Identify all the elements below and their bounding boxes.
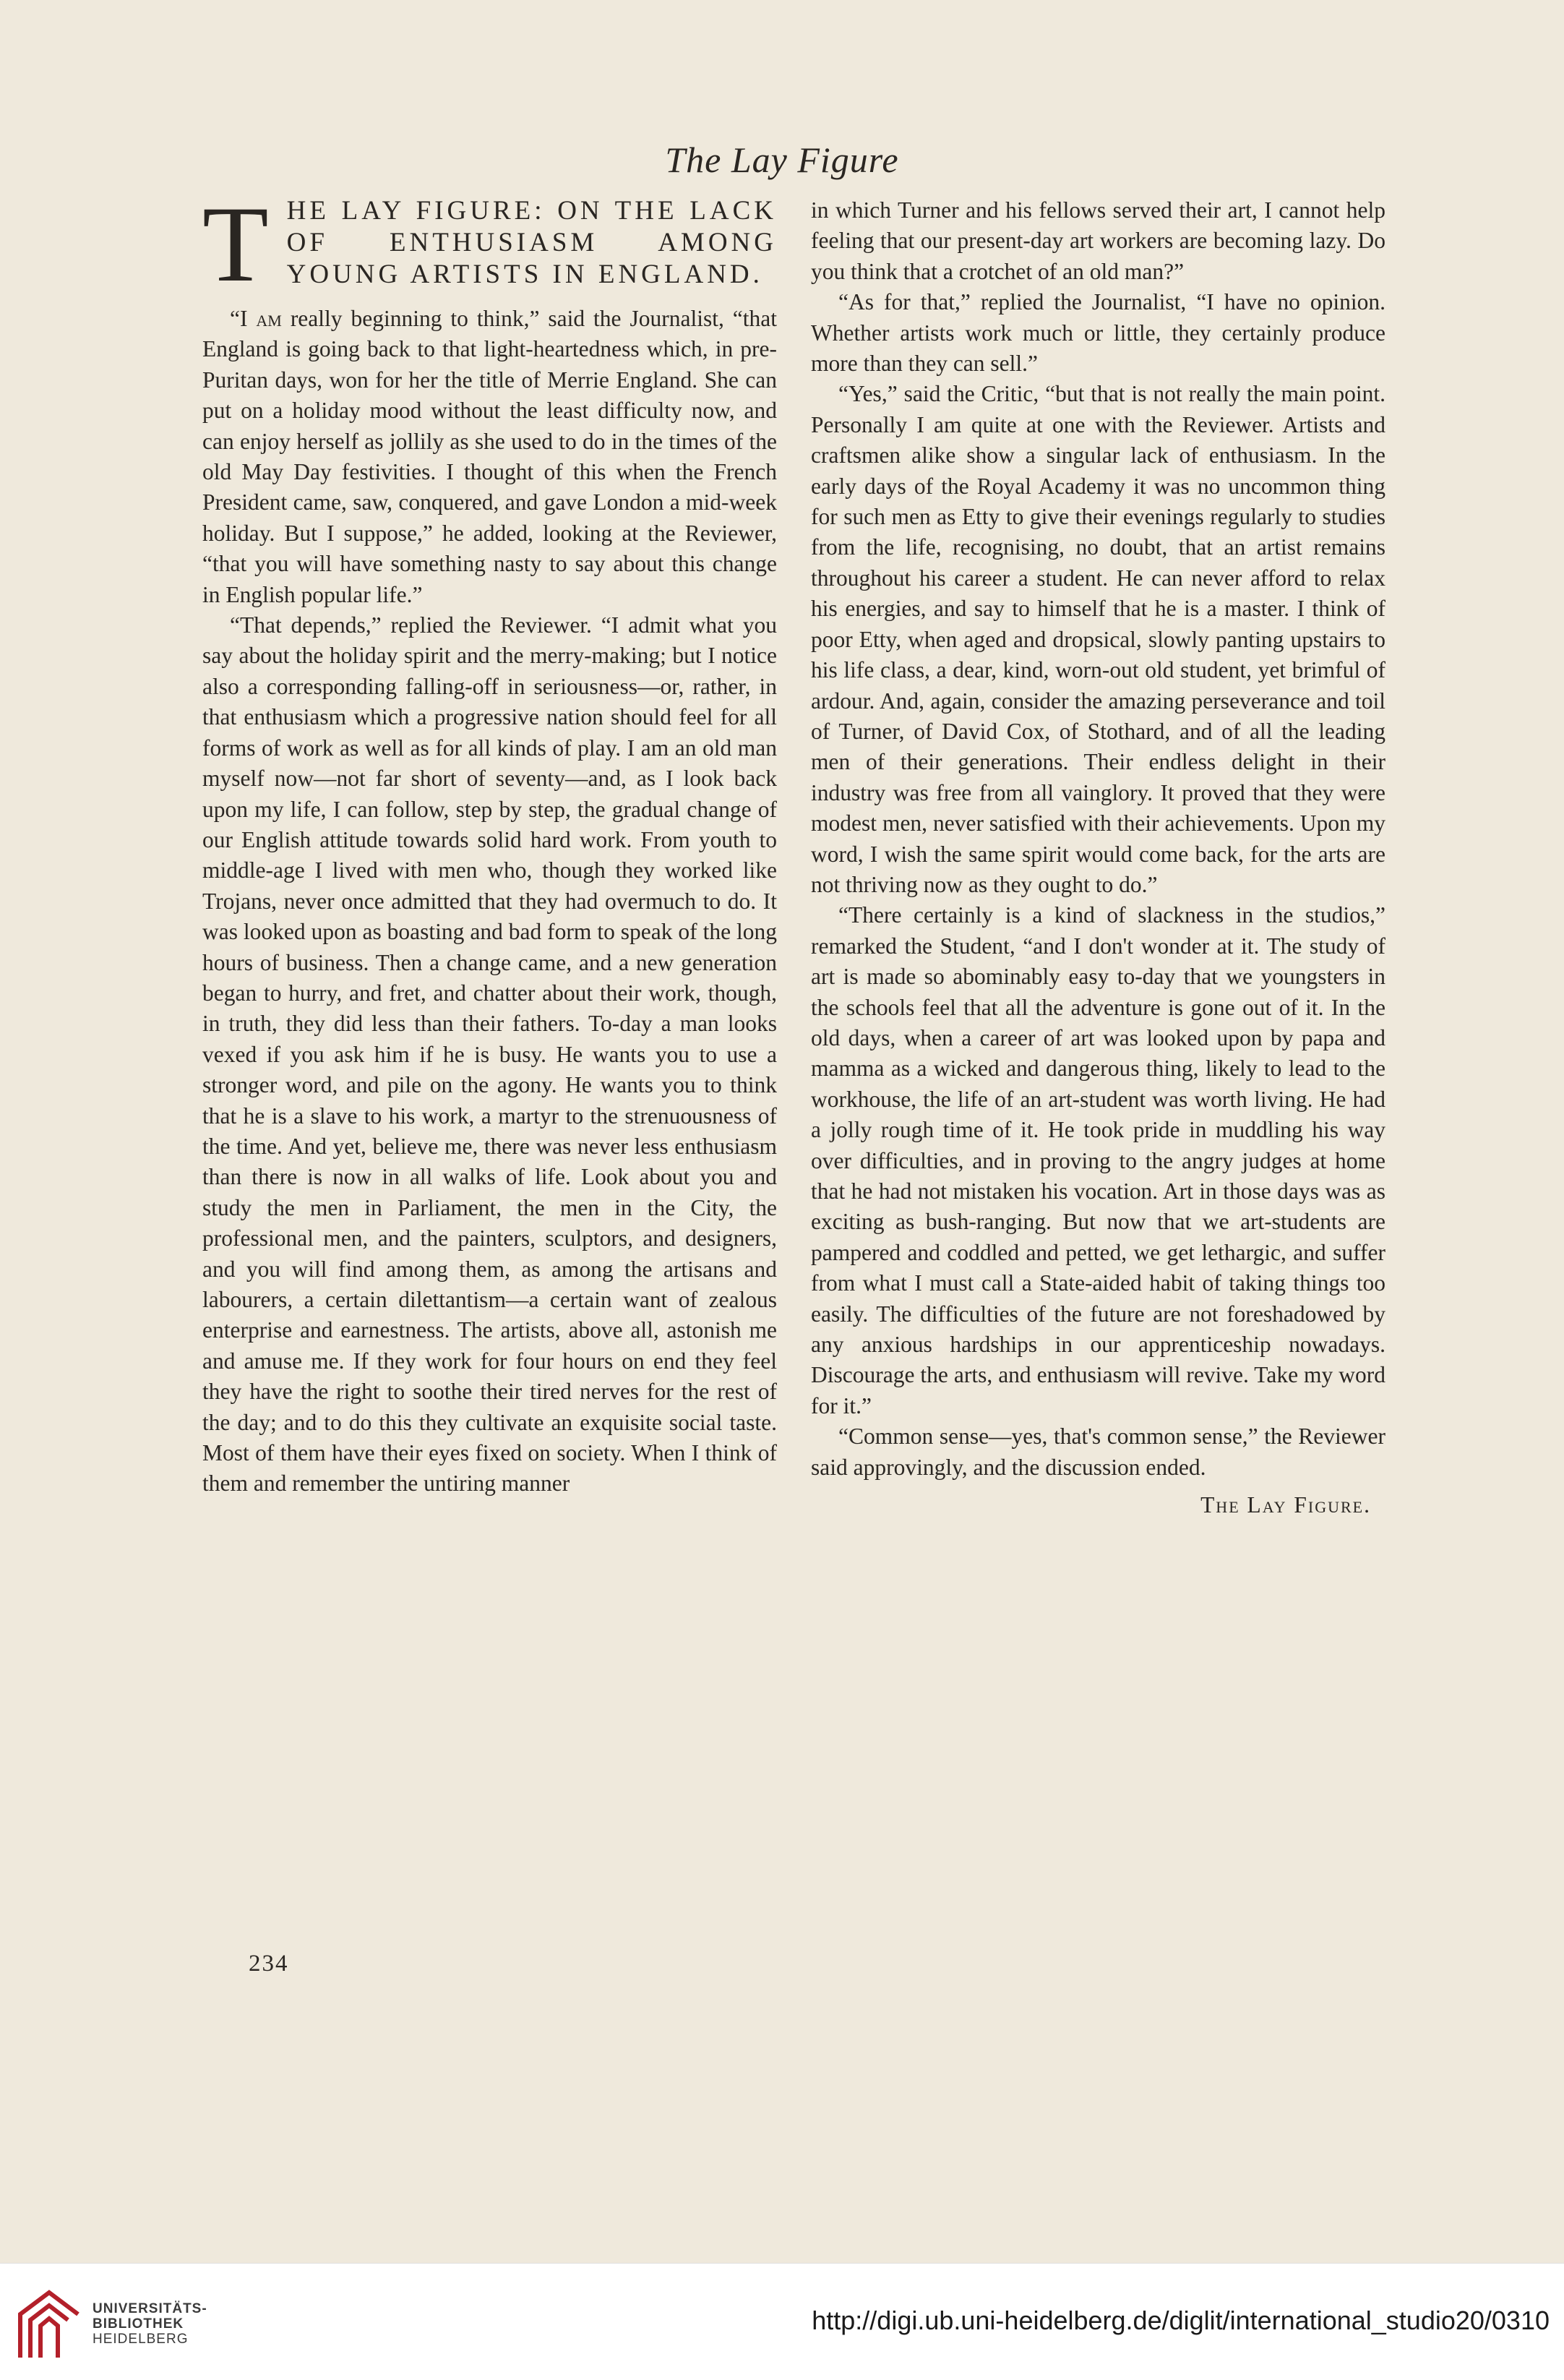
paragraph-5: “There certainly is a kind of slackness in the studios,” remarked the Student, “and I don't wonder at it. The study of art is made so abominably easy to-day that we youngsters in the schools feel that all the adventure is gone out of it. In the old days, when a career of art was looked upon by papa and mamma as a wicked and dangerous thing, likely to lead to the workhouse, the life of an art-student was worth living. He had a jolly rough time of it. He took pride in muddling his way over difficulties, and in proving to the angry judges at home that he had not mistaken his vocation. Art in those days was as exciting as bush-ranging. But now that we art-students are pampered and coddled and petted, we get lethargic, and suffer from what I must call a State-aided habit of taking things too easily. The difficulties of the future are not foreshadowed by any anxious hardships in our apprenticeship nowadays. Discourage the arts, and enthusiasm will revive. Take my word for it.” [811,902,1385,1418]
paragraph-1 [202,304,777,610]
paragraph-1-text: really beginning to think,” said the Journalist, “that England is going back to that light-heartedness which, in pre-Puritan days, won for her the title of Merrie England. She can put on a holiday mood without the least difficulty now, and can enjoy herself as jollily as she used to do in the times of the old May Day festivities. I thought of this when the French President came, saw, conquered, and gave London a mid-week holiday. But I suppose,” he added, looking at the Reviewer, “that you will have something nasty to say about this change in English popular life.” [202,306,777,607]
article-headline [202,184,777,304]
footer-bar [0,2263,1564,2380]
paragraph-1-lead: “I am [230,306,282,331]
paragraph-4: “Yes,” said the Critic, “but that is not really the main point. Personally I am quite at one with the Reviewer. Artists and craftsmen alike show a singular lack of enthusiasm. In the early days of the Royal Academy it was no uncommon thing for such men as Etty to give their evenings regularly to studies from the life, recognising, no doubt, that an artist remains throughout his career a student. He can never afford to relax his energies, and say to himself that he is a master. I think of poor Etty, when aged and dropsical, slowly panting upstairs to his life class, a dear, kind, worn-out old student, yet brimful of ardour. And, again, consider the amazing perseverance and toil of Turner, of David Cox, of Stothard, and of all the leading men of their generations. Their endless delight in their industry was free from all vainglory. It proved that they were modest men, never satisfied with their achievements. Upon my word, I wish the same spirit would come back, for the arts are not thriving now as they ought to do.” [811,381,1385,897]
library-name-line-1: UNIVERSITÄTS- [93,2301,207,2316]
paragraph-2: “That depends,” replied the Reviewer. “I admit what you say about the holiday spirit and the merry-making; but I notice also a corresponding falling-off in seriousness—or, rather, in that enthusiasm which a progressive nation should feel for all forms of work as well as for all kinds of play. I am an old man myself now—not far short of seventy—and, as I look back upon my life, I can follow, step by step, the gradual change of our English attitude towards solid hard work. From youth to middle-age I lived with men who, though they worked like Trojans, never once admitted that they had overmuch to do. It was looked upon as boasting and bad form to speak of the long hours of business. Then a change came, and a new generation began to hurry, and fret, and chatter about their work, though, in truth, they did less than their fathers. To-day a man looks vexed if you ask him if he is busy. He wants you to use a stronger word, and pile on the agony. He wants you to think that he is a slave to his work, a martyr to the strenuousness of the time. And yet, believe me, there was never less enthusiasm than there is now in all walks of life. Look about you and study the men in Parliament, the men in the City, the professional men, and the painters, sculptors, and designers, and you will find among them, as among the artisans and labourers, a certain dilettantism—a certain want of zealous enterprise and earnestness. The artists, above all, astonish me and amuse me. If they work for four hours on end they feel they have the right to soothe their tired nerves for the rest of the day; and to do this they cultivate an exquisite social taste. Most of them have their eyes fixed on society. When I think of them and remember the untiring manner [202,612,777,1497]
source-url-link[interactable]: http://digi.ub.uni-heidelberg.de/diglit/international_studio20/0310 [812,2306,1550,2335]
library-name-line-3: HEIDELBERG [93,2332,189,2347]
paragraph-2-continued: in which Turner and his fellows served their art, I cannot help feeling that our present-day art workers are becoming lazy. Do you think that a crotchet of an old man?” [811,197,1385,284]
page-number: 234 [249,1951,289,1977]
signature: The Lay Figure. [1200,1492,1371,1518]
library-name-line-2: BIBLIOTHEK [93,2316,184,2332]
library-name [93,2301,207,2347]
left-column [202,184,777,1499]
library-logo-icon [13,2285,85,2365]
paragraph-6: “Common sense—yes, that's common sense,” the Reviewer said approvingly, and the discussion ended. [811,1424,1385,1480]
headline-text: HE LAY FIGURE: ON THE LACK OF ENTHUSIASM AMONG YOUNG ARTISTS IN ENGLAND. [286,196,777,289]
running-head: The Lay Figure [665,140,899,180]
paragraph-3: “As for that,” replied the Journalist, “I have no opinion. Whether artists work much or little, they certainly produce more than they can sell.” [811,289,1385,377]
drop-cap: T [202,184,272,304]
right-column [811,195,1385,1520]
